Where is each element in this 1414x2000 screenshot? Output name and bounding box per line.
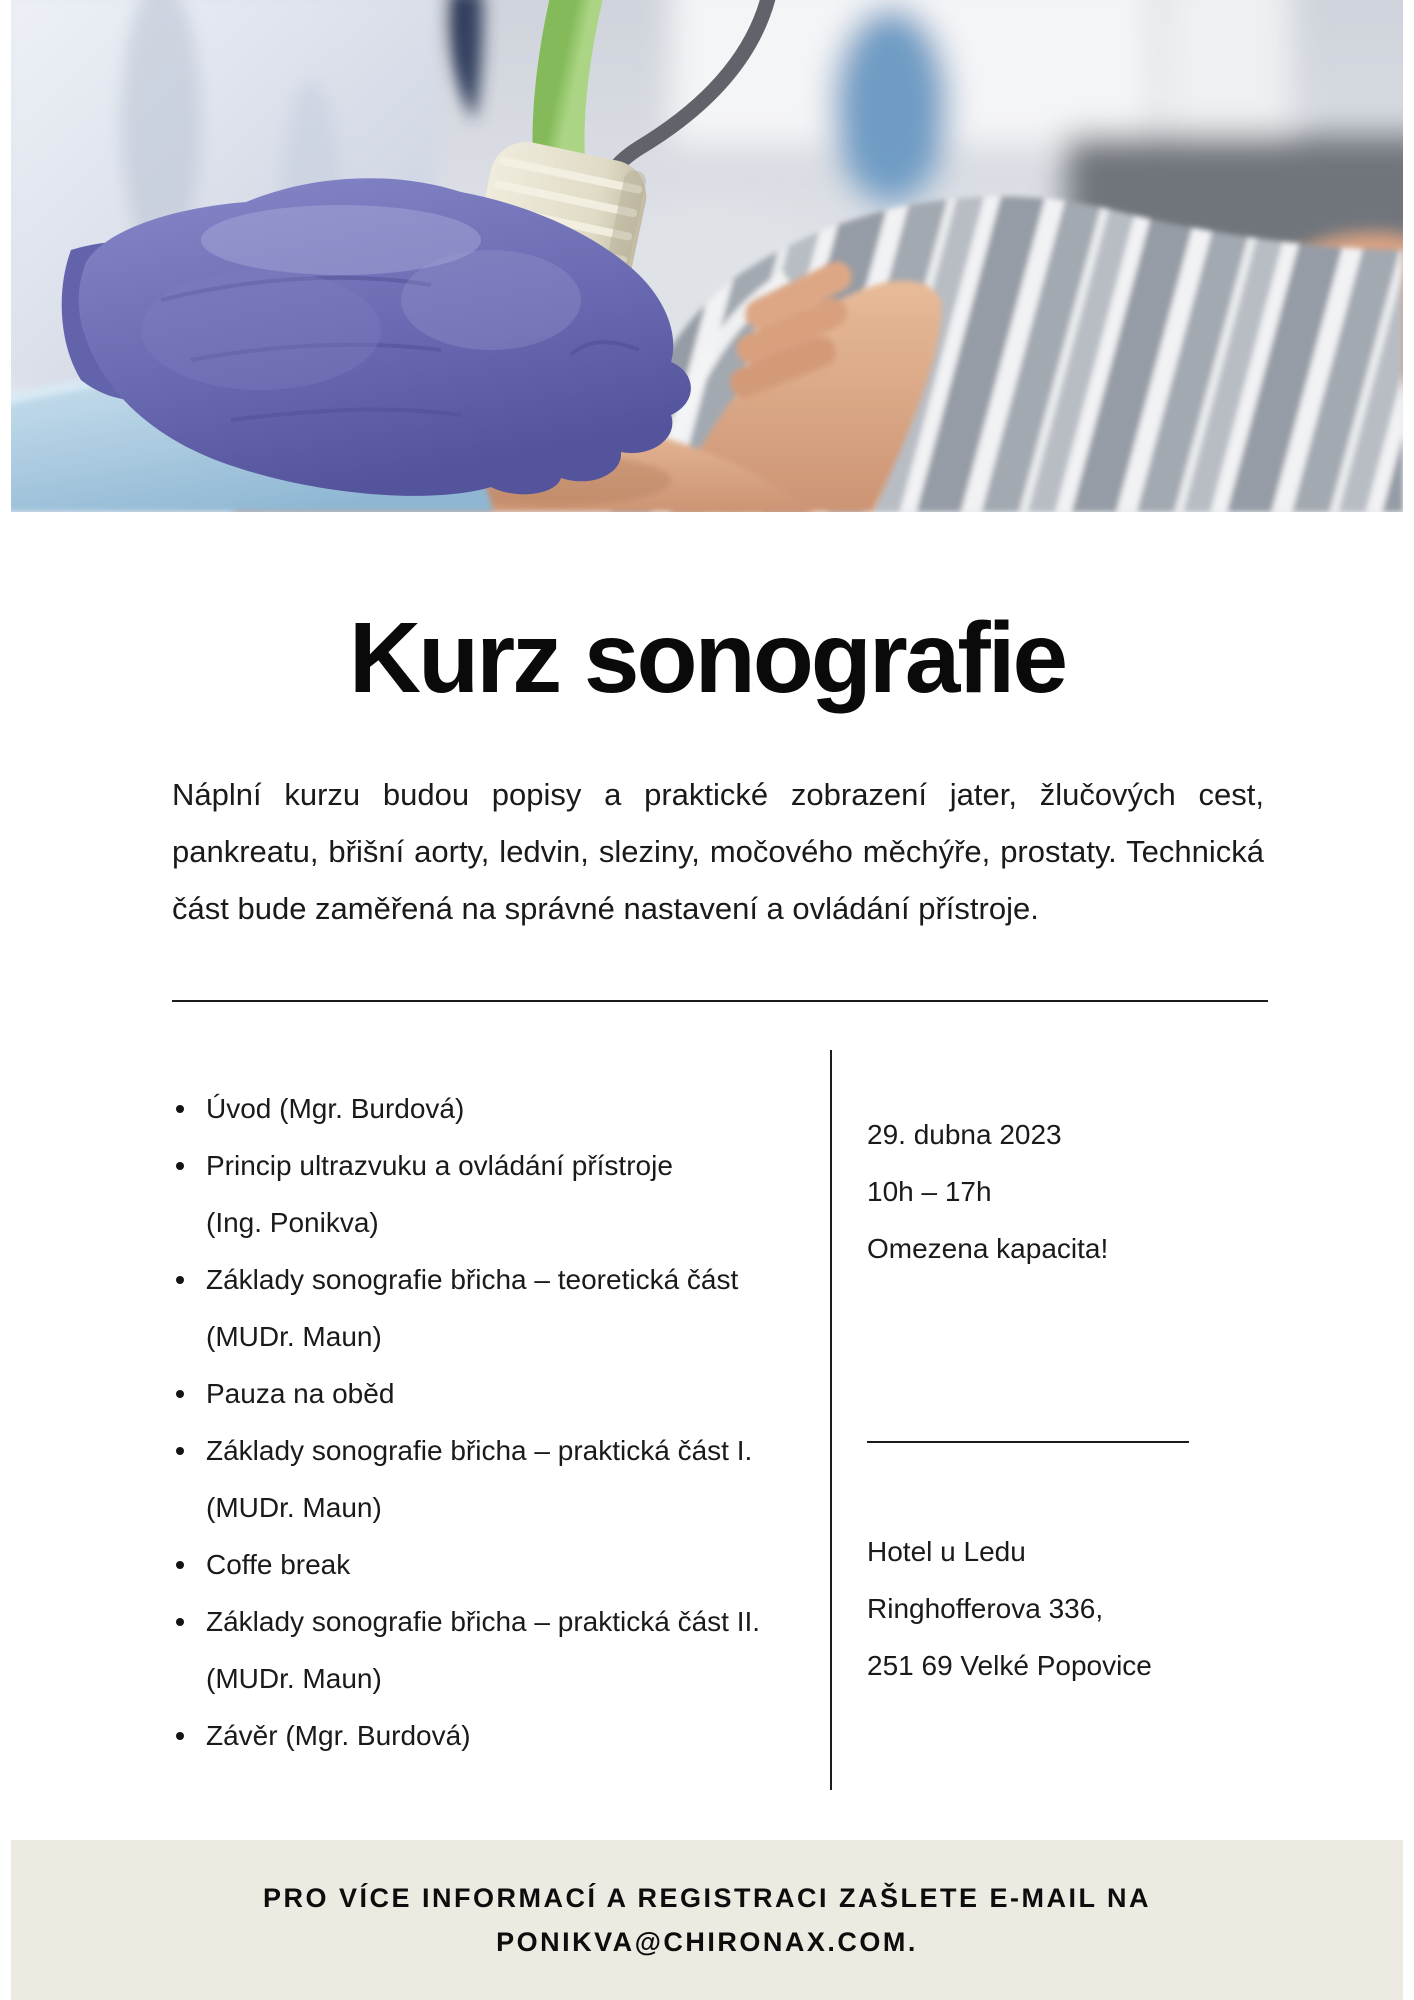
list-item	[172, 1137, 820, 1251]
list-item-text: Závěr (Mgr. Burdová)	[172, 1707, 820, 1764]
list-item-text: Základy sonografie břicha – praktická část II.	[172, 1593, 820, 1650]
list-item-speaker: (Ing. Ponikva)	[206, 1207, 379, 1238]
list-item-text: Úvod (Mgr. Burdová)	[172, 1080, 820, 1137]
venue-divider	[867, 1441, 1189, 1443]
list-item	[172, 1365, 820, 1422]
footer-banner	[11, 1840, 1403, 2000]
list-item	[172, 1707, 820, 1764]
list-item	[172, 1080, 820, 1137]
event-details	[867, 1106, 1287, 1277]
list-item	[172, 1251, 820, 1365]
list-item-text: Princip ultrazvuku a ovládání přístroje	[172, 1137, 820, 1194]
event-capacity: Omezena kapacita!	[867, 1233, 1109, 1264]
list-item-text: Pauza na oběd	[172, 1365, 820, 1422]
list-item-text: Základy sonografie břicha – teoretická část	[172, 1251, 820, 1308]
horizontal-divider	[172, 1000, 1268, 1002]
event-time: 10h – 17h	[867, 1176, 992, 1207]
footer-email-line: PONIKVA@CHIRONAX.COM.	[496, 1927, 918, 1957]
ultrasound-photo-illustration	[11, 0, 1403, 512]
venue-street: Ringhofferova 336,	[867, 1593, 1104, 1624]
list-item-text: Coffe break	[172, 1536, 820, 1593]
list-item	[172, 1536, 820, 1593]
list-item-speaker: (MUDr. Maun)	[206, 1321, 382, 1352]
list-item-speaker: (MUDr. Maun)	[206, 1663, 382, 1694]
intro-paragraph: Náplní kurzu budou popisy a praktické zobrazení jater, žlučových cest, pankreatu, břišní aorty, ledvin, sleziny, močového měchýře, prostaty. Technická část bude zaměřená na správné nastavení a ovládání přístroje.	[172, 777, 1264, 926]
venue-name: Hotel u Ledu	[867, 1536, 1026, 1567]
list-item-text: Základy sonografie břicha – praktická část I.	[172, 1422, 820, 1479]
blue-equipment-blur	[833, 7, 949, 203]
venue-city: 251 69 Velké Popovice	[867, 1650, 1152, 1681]
footer-text-line1: PRO VÍCE INFORMACÍ A REGISTRACI ZAŠLETE E-MAIL NA	[262, 1883, 1152, 1913]
column-divider	[830, 1050, 832, 1790]
list-item-speaker: (MUDr. Maun)	[206, 1492, 382, 1523]
page-title: Kurz sonografie	[348, 602, 1066, 714]
program-list	[172, 1080, 820, 1764]
list-item	[172, 1422, 820, 1536]
hero-photo	[11, 0, 1403, 512]
list-item	[172, 1593, 820, 1707]
event-date: 29. dubna 2023	[867, 1119, 1062, 1150]
venue-address	[867, 1523, 1287, 1694]
